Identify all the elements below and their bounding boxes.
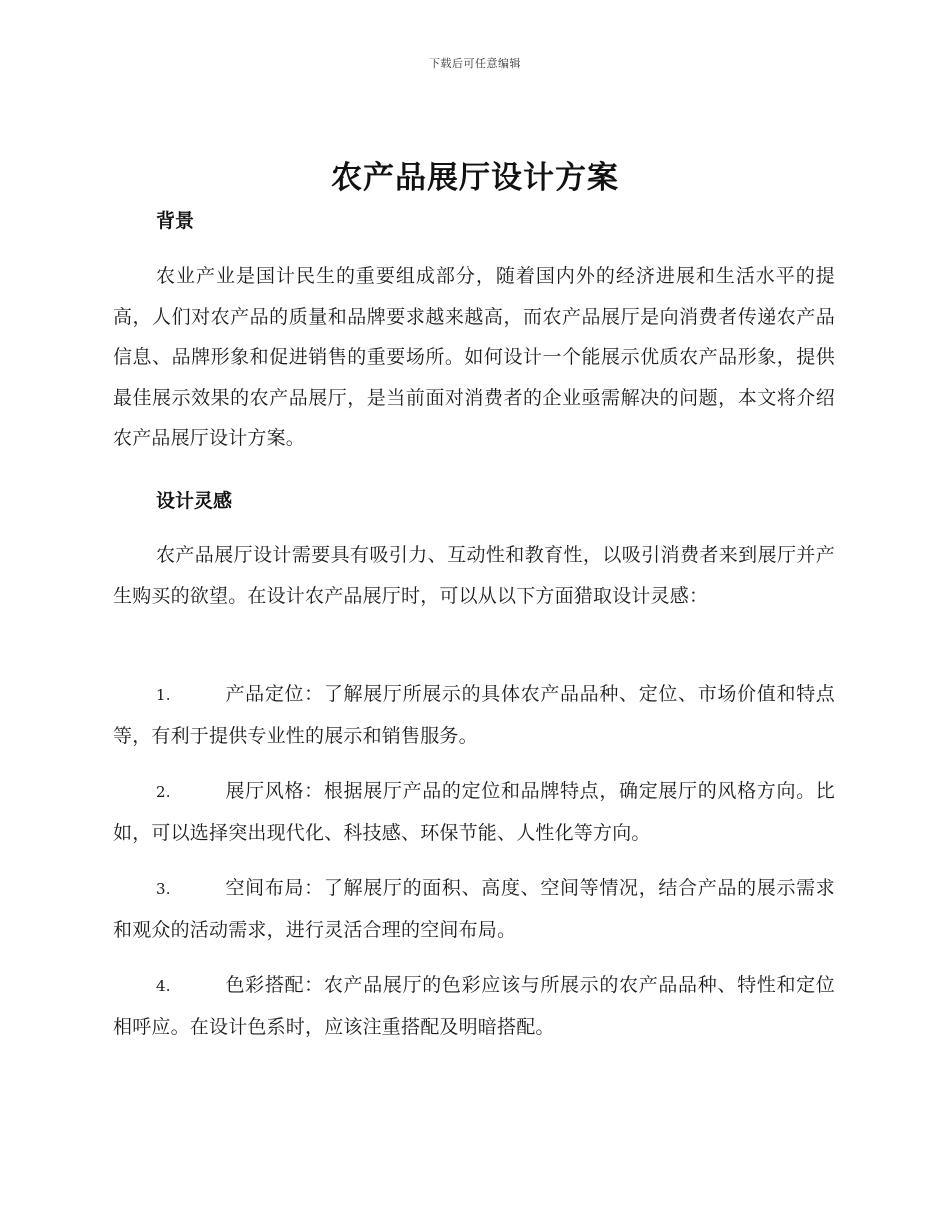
list-item [113,771,835,854]
list-item [113,965,835,1048]
list-item-number: 4. [156,977,171,995]
paragraph-background: 农业产业是国计民生的重要组成部分，随着国内外的经济进展和生活水平的提高，人们对农产品的质量和品牌要求越来越高，而农产品展厅是向消费者传递农产品信息、品牌形象和促进销售的重要场所。如何设计一个能展示优质农产品形象，提供最佳展示效果的农产品展厅，是当前面对消费者的企业亟需解决的问题，本文将介绍农产品展厅设计方案。 [113,265,835,449]
list-item-number: 3. [156,880,171,898]
list-item-number: 1. [156,686,171,704]
header-note: 下载后可任意编辑 [429,57,521,70]
list-item-text: 色彩搭配：农产品展厅的色彩应该与所展示的农产品品种、特性和定位相呼应。在设计色系时，应该注重搭配及明暗搭配。 [113,974,835,1038]
list-item-number: 2. [156,783,171,801]
list-item-text: 展厅风格：根据展厅产品的定位和品牌特点，确定展厅的风格方向。比如，可以选择突出现代化、科技感、环保节能、人性化等方向。 [113,780,835,844]
list-item [113,868,835,951]
section-heading-background: 背景 [156,210,195,232]
list-item-text: 产品定位：了解展厅所展示的具体农产品品种、定位、市场价值和特点等，有利于提供专业性的展示和销售服务。 [113,683,835,747]
list-item-text: 空间布局：了解展厅的面积、高度、空间等情况，结合产品的展示需求和观众的活动需求，进行灵活合理的空间布局。 [113,877,835,941]
section-heading-inspiration: 设计灵感 [156,490,233,512]
paragraph-inspiration: 农产品展厅设计需要具有吸引力、互动性和教育性，以吸引消费者来到展厅并产生购买的欲望。在设计农产品展厅时，可以从以下方面猎取设计灵感： [113,544,835,607]
list-item [113,674,835,757]
document-title: 农产品展厅设计方案 [331,160,619,196]
